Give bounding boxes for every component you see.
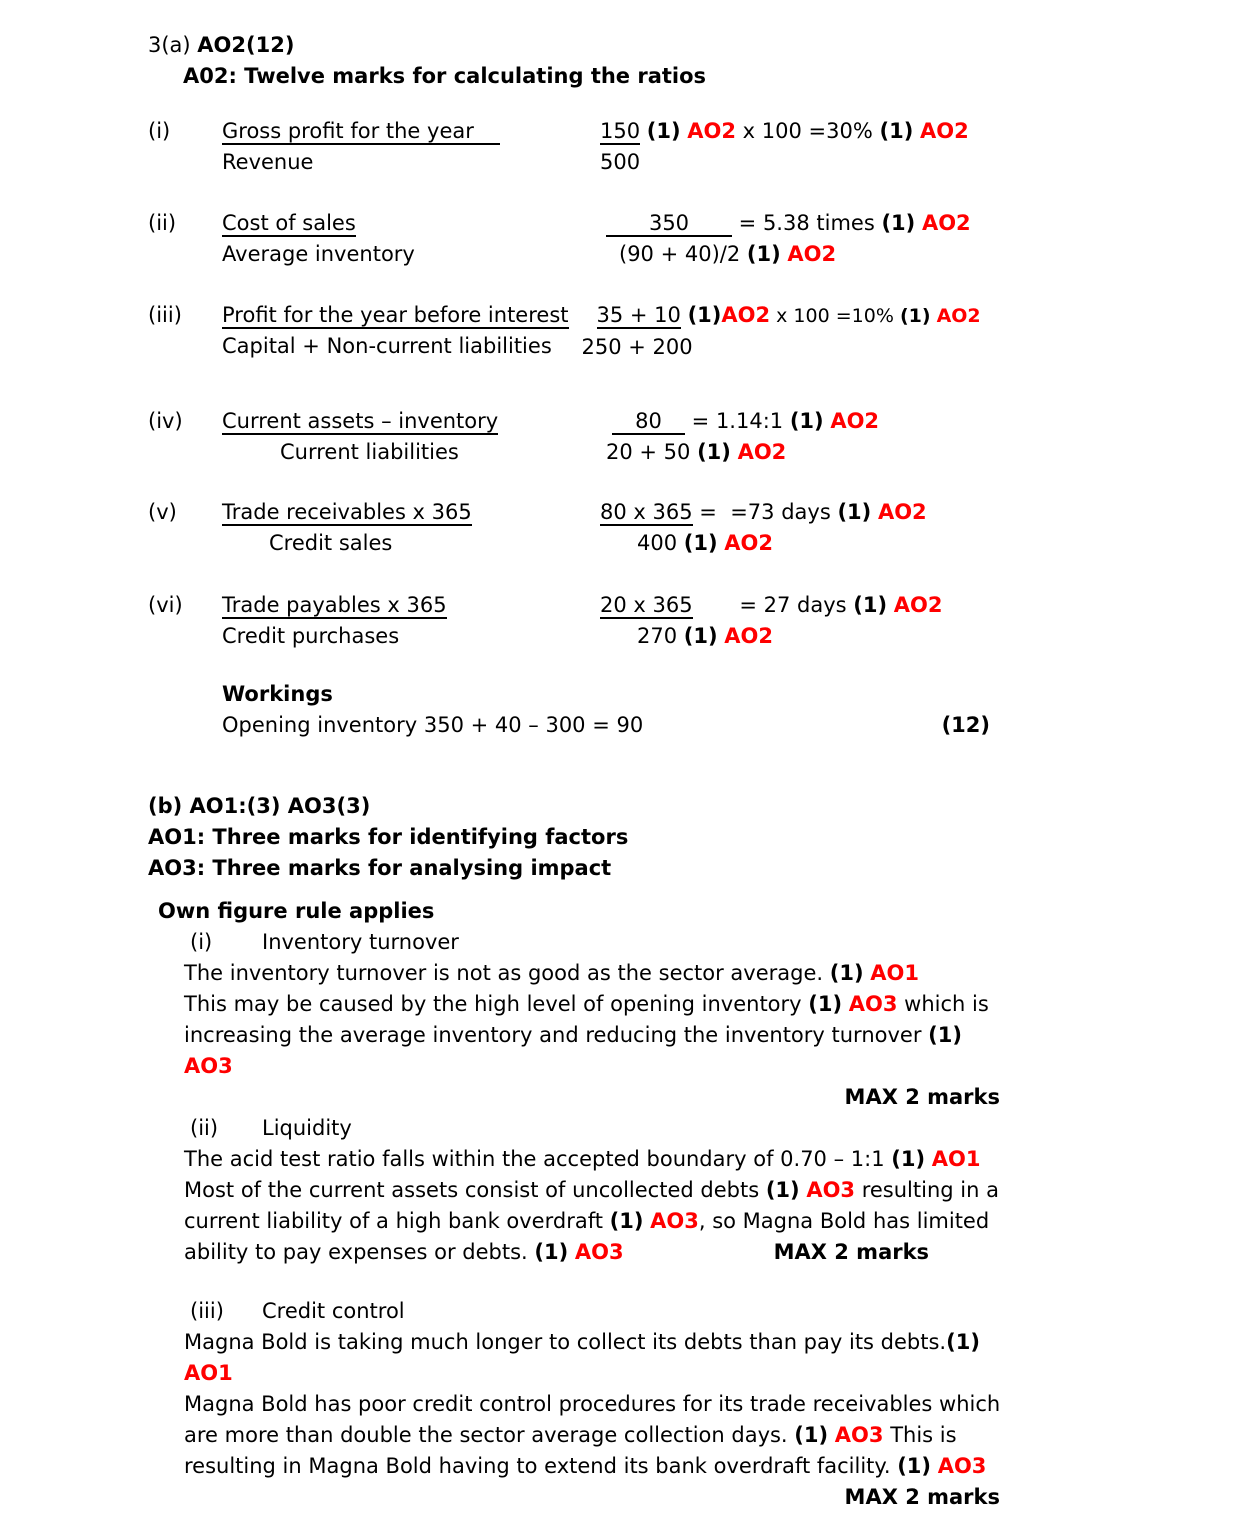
fraction-left — [222, 406, 600, 468]
text-segment: x 100 =10% — [770, 305, 900, 327]
text-segment: (90 + 40)/2 — [619, 242, 747, 266]
fraction-numerator — [222, 300, 569, 331]
text-segment: which is — [897, 992, 989, 1016]
text-segment: Most of the current assets consist of uncollected debts — [184, 1178, 766, 1202]
text-segment — [640, 119, 647, 143]
paragraph-line — [184, 1206, 1214, 1237]
text-segment: (1) — [897, 1454, 932, 1478]
workings-line — [222, 710, 990, 741]
ratio-label: (iv) — [148, 409, 183, 433]
text-segment: (1) — [891, 1147, 926, 1171]
text-segment: The acid test ratio falls within the accepted boundary of 0.70 – 1:1 — [184, 1147, 892, 1171]
numerator-text: Trade payables x 365 — [222, 593, 447, 617]
text-segment: resulting in Magna Bold having to extend its bank overdraft facility. — [184, 1454, 898, 1478]
text-segment: Magna Bold has poor credit control procedures for its trade receivables which — [184, 1392, 1001, 1416]
numerator-text: Current assets – inventory — [222, 409, 499, 433]
text-segment — [925, 1147, 932, 1171]
text-segment: (1) — [853, 593, 888, 617]
item-number: (ii) — [190, 1116, 219, 1140]
result-line-2 — [600, 528, 1214, 559]
result-line-2 — [600, 437, 1214, 468]
ratio-label: (v) — [148, 500, 177, 524]
result-line-1 — [600, 406, 1214, 437]
workings-text: Opening inventory 350 + 40 – 300 = 90 — [222, 713, 644, 737]
numerator-text: Cost of sales — [222, 211, 356, 235]
text-segment: AO2 — [921, 211, 971, 235]
text-segment: AO2 — [919, 119, 969, 143]
text-segment: 35 + 10 — [596, 303, 681, 327]
text-segment: (1) — [829, 961, 864, 985]
text-segment: (1) — [879, 119, 914, 143]
text-segment: (1) — [765, 1178, 800, 1202]
text-segment: 20 + 50 — [606, 440, 698, 464]
text-segment: AO2 — [830, 409, 880, 433]
result-line-2 — [600, 621, 1214, 652]
text-segment: The inventory turnover is not as good as the sector average. — [184, 961, 830, 985]
fraction-result — [600, 497, 1214, 559]
section-b-heading — [148, 791, 1214, 884]
text-segment: (1) — [794, 1423, 829, 1447]
text-segment — [887, 593, 894, 617]
ratio-row-ii — [148, 208, 1214, 270]
total-marks-badge: (12) — [941, 713, 990, 737]
text-segment: current liability of a high bank overdraft — [184, 1209, 610, 1233]
text-segment: (1) — [646, 119, 681, 143]
text-segment: This is — [883, 1423, 957, 1447]
text-segment — [842, 992, 849, 1016]
fraction-numerator — [222, 406, 600, 437]
paragraph-line — [184, 1144, 1214, 1175]
result-line-1 — [600, 590, 1214, 621]
text-segment: resulting in a — [855, 1178, 999, 1202]
text-segment: AO2 — [936, 305, 981, 327]
text-segment: = =73 days — [692, 500, 838, 524]
text-segment: (1) — [946, 1330, 980, 1354]
ratio-row-iii — [148, 300, 1214, 363]
paragraph-line — [184, 1327, 1214, 1358]
fraction-left — [222, 116, 600, 178]
item-paragraph — [184, 1144, 1214, 1268]
item-paragraph — [184, 1327, 1214, 1482]
fraction-left — [222, 300, 569, 363]
section-a-subheading: A02: Twelve marks for calculating the ratios — [183, 64, 707, 88]
max-marks-note: MAX 2 marks — [844, 1485, 1000, 1509]
numerator-text: Gross profit for the year — [222, 119, 500, 145]
fraction-denominator: Credit sales — [269, 531, 393, 555]
text-segment: (1) — [899, 305, 931, 327]
paragraph-line — [184, 1358, 1214, 1389]
result-line-1 — [600, 208, 1214, 239]
result-line-2 — [600, 239, 1214, 270]
fraction-denominator: Credit purchases — [222, 624, 400, 648]
item-heading — [190, 1296, 1214, 1327]
text-segment: (1) — [534, 1240, 569, 1264]
paragraph-line — [184, 1020, 1214, 1051]
ratio-label: (ii) — [148, 211, 177, 235]
text-segment: Magna Bold is taking much longer to collect its debts than pay its debts. — [184, 1330, 947, 1354]
fraction-denominator: Revenue — [222, 150, 314, 174]
analysis-item-ii — [184, 1113, 1214, 1268]
text-segment: (1) — [789, 409, 824, 433]
paragraph-line — [184, 1237, 1214, 1268]
text-segment — [681, 303, 688, 327]
text-segment: This may be caused by the high level of opening inventory — [184, 992, 809, 1016]
text-segment: AO2 — [721, 303, 771, 327]
result-line-1 — [582, 300, 1215, 332]
text-segment — [871, 500, 878, 524]
text-segment: MAX 2 marks — [773, 1240, 930, 1264]
result-line-2 — [600, 147, 1214, 178]
numerator-text: Trade receivables x 365 — [222, 500, 472, 524]
max-marks-note: MAX 2 marks — [844, 1085, 1000, 1109]
ratio-label: (vi) — [148, 593, 183, 617]
text-segment: 80 — [612, 409, 685, 435]
text-segment: AO3 — [937, 1454, 987, 1478]
text-segment: AO3 — [650, 1209, 699, 1233]
text-segment: increasing the average inventory and reducing the inventory turnover — [184, 1023, 929, 1047]
ratio-row-i — [148, 116, 1214, 178]
fraction-left — [222, 590, 600, 652]
fraction-result — [600, 116, 1214, 178]
text-segment: 150 — [600, 119, 641, 143]
analysis-item-i — [184, 927, 1214, 1113]
text-segment: AO1 — [931, 1147, 981, 1171]
text-segment: AO2 — [724, 624, 773, 648]
ratio-row-iv — [148, 406, 1214, 468]
text-segment: AO3 — [834, 1423, 884, 1447]
ratio-row-vi — [148, 590, 1214, 652]
item-number: (i) — [190, 930, 213, 954]
text-segment: (1) — [697, 440, 731, 464]
text-segment: AO3 — [574, 1240, 624, 1264]
numerator-text: Profit for the year before interest — [222, 303, 569, 327]
text-segment: , so Magna Bold has limited — [698, 1209, 990, 1233]
fraction-result — [600, 406, 1214, 468]
workings-title: Workings — [222, 682, 333, 706]
question-number: 3(a) — [148, 33, 198, 57]
text-segment: AO2 — [787, 242, 837, 266]
fraction-denominator: Current liabilities — [280, 440, 459, 464]
text-segment: 250 + 200 — [581, 335, 693, 359]
text-segment — [913, 119, 920, 143]
item-paragraph — [184, 958, 1214, 1082]
text-segment: (1) — [683, 624, 718, 648]
text-segment: AO2 — [724, 531, 773, 555]
text-segment: AO3 — [184, 1054, 233, 1078]
text-segment: (1) — [881, 211, 916, 235]
paragraph-line — [184, 1420, 1214, 1451]
text-segment: x 100 =30% — [736, 119, 880, 143]
result-line-2 — [582, 332, 1215, 363]
ao1-description: AO1: Three marks for identifying factors — [148, 825, 629, 849]
section-b-title: (b) AO1:(3) AO3(3) — [148, 794, 371, 818]
text-segment — [915, 211, 922, 235]
text-segment: AO2 — [687, 119, 736, 143]
text-segment: = 27 days — [692, 593, 854, 617]
item-heading — [190, 927, 1214, 958]
text-segment: (1) — [746, 242, 781, 266]
ratio-label: (iii) — [148, 303, 182, 327]
text-segment — [931, 1454, 938, 1478]
question-ao-code: AO2(12) — [197, 33, 295, 57]
text-segment: (1) — [837, 500, 872, 524]
paragraph-line — [184, 1051, 1214, 1082]
text-segment: 270 — [637, 624, 684, 648]
workings-block — [222, 679, 1214, 741]
text-segment: AO2 — [737, 440, 787, 464]
item-title: Inventory turnover — [262, 930, 459, 954]
fraction-numerator — [222, 208, 600, 239]
text-segment: AO3 — [806, 1178, 856, 1202]
fraction-denominator: Capital + Non-current liabilities — [222, 334, 552, 358]
text-segment: 80 x 365 — [600, 500, 693, 524]
ratio-label: (i) — [148, 119, 171, 143]
text-segment: = 1.14:1 — [685, 409, 790, 433]
paragraph-line — [184, 989, 1214, 1020]
text-segment: (1) — [808, 992, 843, 1016]
text-segment: 20 x 365 — [600, 593, 693, 617]
fraction-denominator: Average inventory — [222, 242, 415, 266]
fraction-left — [222, 208, 600, 270]
ao3-description: AO3: Three marks for analysing impact — [148, 856, 612, 880]
own-figure-note: Own figure rule applies — [158, 899, 435, 923]
text-segment: AO2 — [877, 500, 927, 524]
text-segment: (1) — [928, 1023, 962, 1047]
text-segment: (1) — [687, 303, 722, 327]
fraction-result — [600, 590, 1214, 652]
text-segment — [828, 1423, 835, 1447]
fraction-numerator — [222, 116, 600, 147]
text-segment: (1) — [609, 1209, 644, 1233]
paragraph-line — [184, 1389, 1214, 1420]
text-segment: = 5.38 times — [732, 211, 882, 235]
text-segment: are more than double the sector average collection days. — [184, 1423, 795, 1447]
item-number: (iii) — [190, 1299, 224, 1323]
text-segment: (1) — [683, 531, 718, 555]
text-segment — [568, 1240, 575, 1264]
text-segment: ability to pay expenses or debts. — [184, 1240, 535, 1264]
text-segment: 350 — [606, 211, 732, 237]
fraction-result — [582, 300, 1215, 363]
section-a-heading — [148, 30, 1214, 92]
text-segment: 400 — [637, 531, 684, 555]
text-segment: AO3 — [848, 992, 898, 1016]
analysis-item-iii — [184, 1296, 1214, 1513]
ratio-row-v — [148, 497, 1214, 559]
text-segment: AO2 — [893, 593, 943, 617]
item-title: Credit control — [262, 1299, 405, 1323]
fraction-numerator — [222, 497, 600, 528]
text-segment: AO1 — [184, 1361, 233, 1385]
fraction-result — [600, 208, 1214, 270]
paragraph-line — [184, 958, 1214, 989]
result-line-1 — [600, 116, 1214, 147]
item-heading — [190, 1113, 1214, 1144]
text-segment: 500 — [600, 150, 641, 174]
paragraph-line — [184, 1175, 1214, 1206]
text-segment: AO1 — [870, 961, 919, 985]
fraction-numerator — [222, 590, 600, 621]
paragraph-line — [184, 1451, 1214, 1482]
result-line-1 — [600, 497, 1214, 528]
question-number-line — [148, 30, 1214, 61]
fraction-left — [222, 497, 600, 559]
item-title: Liquidity — [262, 1116, 352, 1140]
text-segment — [731, 440, 738, 464]
